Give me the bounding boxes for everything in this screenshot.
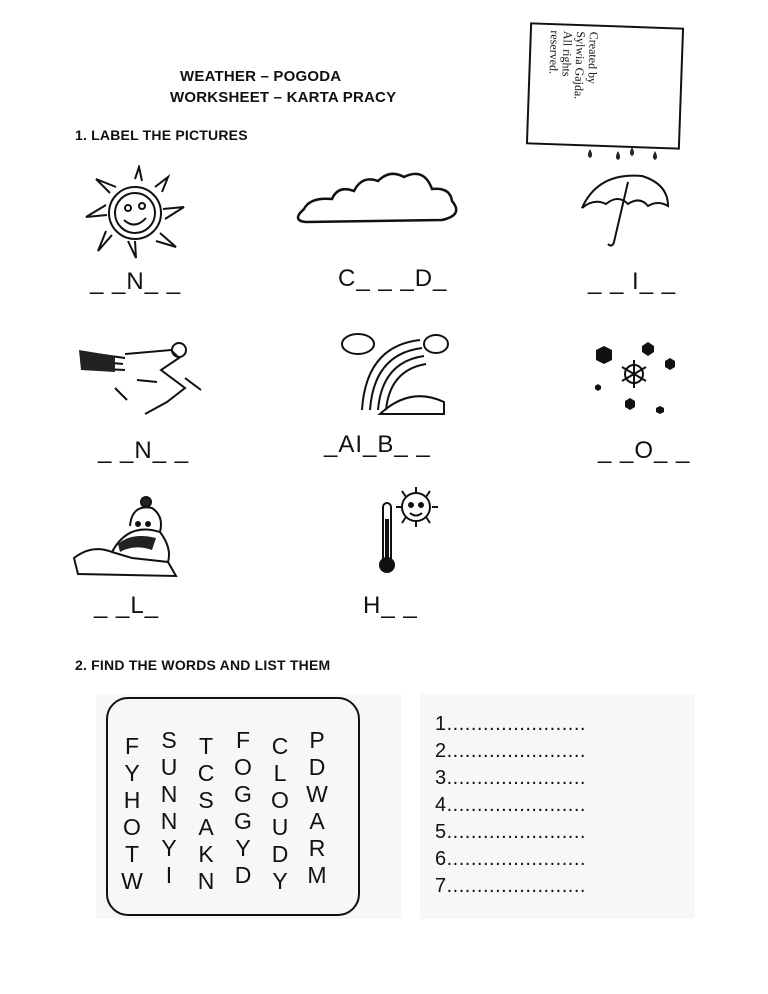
grid-letter[interactable]: O	[234, 754, 252, 780]
answer-blank[interactable]: _ _N_ _	[98, 437, 190, 464]
answer-line[interactable]: 7.......................	[435, 875, 586, 897]
grid-letter[interactable]: Y	[235, 835, 251, 861]
umbrella-icon	[578, 170, 673, 250]
grid-letter[interactable]: Y	[272, 868, 288, 894]
grid-letter[interactable]: D	[308, 754, 326, 780]
answer-line[interactable]: 1.......................	[435, 713, 586, 735]
grid-letter[interactable]: D	[271, 841, 289, 867]
grid-letter[interactable]: I	[165, 862, 173, 888]
grid-letter[interactable]: Y	[161, 835, 177, 861]
grid-letter[interactable]: N	[160, 808, 178, 834]
hot-thermometer-icon	[372, 485, 467, 577]
grid-letter[interactable]: T	[198, 733, 214, 759]
answer-line[interactable]: 2.......................	[435, 740, 586, 762]
grid-letter[interactable]: C	[271, 733, 289, 759]
answer-blank[interactable]: _ _O_ _	[598, 437, 691, 464]
grid-letter[interactable]: G	[234, 781, 252, 807]
answer-blank[interactable]: H_ _	[363, 592, 418, 619]
copyright-line: All rights	[559, 30, 576, 77]
answer-line[interactable]: 6.......................	[435, 848, 586, 870]
answer-blank[interactable]: _AI_B_ _	[324, 431, 431, 458]
copyright-text	[544, 30, 600, 148]
grid-letter[interactable]: N	[160, 781, 178, 807]
answer-blank[interactable]: C_ _ _D_	[338, 265, 448, 292]
grid-letter[interactable]: S	[198, 787, 214, 813]
grid-letter[interactable]: L	[273, 760, 287, 786]
answer-line[interactable]: 5.......................	[435, 821, 586, 843]
grid-letter[interactable]: H	[123, 787, 141, 813]
grid-letter[interactable]: U	[160, 754, 178, 780]
grid-letter[interactable]: A	[198, 814, 214, 840]
grid-letter[interactable]: R	[308, 835, 326, 861]
grid-letter[interactable]: O	[271, 787, 289, 813]
grid-letter[interactable]: D	[234, 862, 252, 888]
section-heading-find: 2. FIND THE WORDS AND LIST THEM	[75, 657, 331, 673]
grid-letter[interactable]: M	[307, 862, 327, 888]
worksheet-title: WEATHER – POGODA	[180, 68, 342, 85]
grid-letter[interactable]: F	[124, 733, 140, 759]
grid-letter[interactable]: P	[309, 727, 325, 753]
grid-letter[interactable]: T	[124, 841, 140, 867]
sun-icon	[80, 165, 200, 260]
grid-letter[interactable]: S	[161, 727, 177, 753]
grid-letter[interactable]: C	[197, 760, 215, 786]
answer-blank[interactable]: _ _L_	[94, 592, 160, 619]
raindrops-icon	[580, 145, 670, 167]
wind-icon	[75, 330, 215, 420]
grid-letter[interactable]: A	[309, 808, 325, 834]
grid-letter[interactable]: G	[234, 808, 252, 834]
snowflakes-icon	[590, 340, 685, 420]
cloud-icon	[292, 165, 467, 230]
grid-letter[interactable]: F	[235, 727, 251, 753]
copyright-line: Sylwia Gajda.	[571, 31, 589, 100]
grid-letter[interactable]: W	[306, 781, 328, 807]
grid-letter[interactable]: N	[197, 868, 215, 894]
copyright-line: Created by	[585, 31, 601, 85]
answer-line[interactable]: 3.......................	[435, 767, 586, 789]
cold-child-icon	[72, 492, 182, 582]
rainbow-icon	[340, 322, 450, 417]
grid-letter[interactable]: O	[123, 814, 141, 840]
worksheet-subtitle: WORKSHEET – KARTA PRACY	[170, 89, 397, 106]
answer-blank[interactable]: _ _N_ _	[90, 268, 182, 295]
copyright-line: reserved.	[546, 30, 563, 75]
answer-blank[interactable]: _ _ I_ _	[588, 268, 677, 295]
grid-letter[interactable]: K	[198, 841, 214, 867]
grid-letter[interactable]: W	[121, 868, 143, 894]
grid-letter[interactable]: Y	[124, 760, 140, 786]
grid-letter[interactable]: U	[271, 814, 289, 840]
answer-line[interactable]: 4.......................	[435, 794, 586, 816]
section-heading-label: 1. LABEL THE PICTURES	[75, 127, 248, 143]
